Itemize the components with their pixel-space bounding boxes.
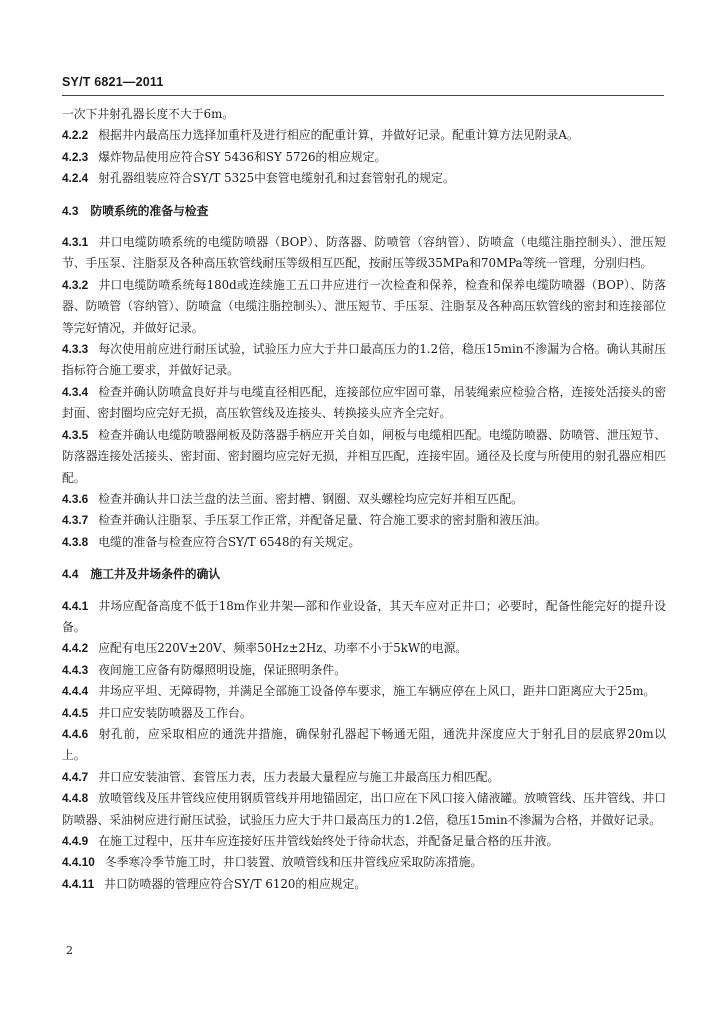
clause-text: 井场应配备高度不低于18m作业井架—部和作业设备，其天车应对正井口；必要时，配备性能完好的提升设备。 <box>62 598 666 634</box>
clause-number: 4.2.2 <box>62 128 89 143</box>
clause-paragraph <box>62 489 666 510</box>
clause-paragraph <box>62 681 666 702</box>
clause-paragraph <box>62 339 666 382</box>
clause-paragraph <box>62 660 666 681</box>
clause-number: 4.4.10 <box>62 855 95 870</box>
clause-text: 井口电缆防喷系统的电缆防喷器（BOP）、防落器、防喷管（容纳管）、防喷盒（电缆注脂控制头）、泄压短节、手压泵、注脂泵及各种高压软管线耐压等级相互匹配，按耐压等级35MPa和70MPa等统一管理，分别归档。 <box>62 235 666 271</box>
clause-number: 4.3.6 <box>62 491 89 506</box>
header-rule <box>62 95 664 96</box>
clause-text: 根据井内最高压力选择加重杆及进行相应的配重计算，并做好记录。配重计算方法见附录A。 <box>98 128 579 143</box>
clause-text: 在施工过程中，压井车应连接好压井管线始终处于待命状态，并配备足量合格的压井液。 <box>98 834 559 848</box>
clause-number: 4.3 <box>62 203 79 218</box>
section-title: 施工井及井场条件的确认 <box>90 567 221 582</box>
clause-number: 4.4.11 <box>62 876 95 891</box>
clause-text: 井口电缆防喷系统每180d或连续施工五口井应进行一次检查和保养，检查和保养电缆防喷器（BOP）、防落器、防喷管（容纳管）、防喷盒（电缆注脂控制头）、泄压短节、手压泵、注脂泵及各种高压软管线的密封和连接部位等完好情况，并做好记录。 <box>62 277 666 335</box>
clause-text: 冬季寒冷季节施工时，井口装置、放喷管线和压井管线应采取防冻措施。 <box>104 855 483 870</box>
clause-number: 4.4.2 <box>62 641 89 656</box>
clause-paragraph <box>62 425 666 489</box>
clause-text: 爆炸物品使用应符合SY 5436和SY 5726的相应规定。 <box>98 149 387 164</box>
clause-number: 4.3.5 <box>62 427 89 442</box>
document-body <box>62 104 666 895</box>
clause-number: 4.3.3 <box>62 342 89 357</box>
clause-text: 井口应安装防喷器及工作台。 <box>98 705 252 720</box>
clause-number: 4.4.8 <box>62 791 89 806</box>
clause-number: 4.3.2 <box>62 277 89 292</box>
section-heading <box>62 564 666 585</box>
clause-paragraph <box>62 638 666 659</box>
clause-number: 4.3.4 <box>62 384 89 399</box>
clause-number: 4.4.5 <box>62 705 89 720</box>
clause-text: 射孔器组装应符合SY/T 5325中套管电缆射孔和过套管射孔的规定。 <box>98 171 455 186</box>
clause-paragraph <box>62 724 666 767</box>
clause-paragraph <box>62 874 666 895</box>
clause-paragraph <box>62 125 666 146</box>
clause-number: 4.4.6 <box>62 726 89 741</box>
clause-paragraph <box>62 382 666 425</box>
clause-number: 4.2.4 <box>62 171 89 186</box>
clause-number: 4.4.1 <box>62 598 89 613</box>
clause-paragraph <box>62 532 666 553</box>
clause-text: 井场应平坦、无障碍物，并满足全部施工设备停车要求，施工车辆应停在上风口，距井口距离应大于25m。 <box>98 684 656 699</box>
clause-number: 4.4.9 <box>62 834 89 848</box>
clause-paragraph <box>62 596 666 639</box>
standard-number-header: SY/T 6821—2011 <box>62 75 164 89</box>
section-heading <box>62 201 666 222</box>
clause-text: 检查并确认注脂泵、手压泵工作正常，并配备足量、符合施工要求的密封脂和液压油。 <box>98 513 547 528</box>
clause-number: 4.3.1 <box>62 235 89 250</box>
clause-number: 4.4.3 <box>62 662 89 677</box>
clause-text: 每次使用前应进行耐压试验，试验压力应大于井口最高压力的1.2倍，稳压15min不渗漏为合格。确认其耐压指标符合施工要求，并做好记录。 <box>62 342 666 378</box>
clause-text: 应配有电压220V±20V、频率50Hz±2Hz、功率不小于5kW的电源。 <box>98 641 468 656</box>
clause-text: 检查并确认防喷盒良好并与电缆直径相匹配，连接部位应牢固可靠，吊装绳索应检验合格，连接处活接头的密封面、密封圈均应完好无损，高压软管线及连接头、转换接头应齐全完好。 <box>62 384 666 421</box>
clause-paragraph <box>62 767 666 788</box>
section-title: 防喷系统的准备与检查 <box>90 203 209 218</box>
clause-paragraph <box>62 232 666 275</box>
clause-paragraph <box>62 788 666 831</box>
clause-paragraph <box>62 104 666 125</box>
clause-paragraph <box>62 168 666 189</box>
clause-paragraph <box>62 852 666 873</box>
clause-text: 井口防喷器的管理应符合SY/T 6120的相应规定。 <box>104 876 367 891</box>
clause-text: 井口应安装油管、套管压力表，压力表最大量程应与施工井最高压力相匹配。 <box>98 769 500 784</box>
clause-number: 4.4 <box>62 567 79 582</box>
clause-text: 夜间施工应备有防爆照明设施，保证照明条件。 <box>98 662 346 677</box>
clause-text: 电缆的准备与检查应符合SY/T 6548的有关规定。 <box>98 534 361 549</box>
clause-text: 放喷管线及压井管线应使用钢质管线并用地锚固定，出口应在下风口接入储液罐。放喷管线、压井管线、井口防喷器、采油树应进行耐压试验，试验压力应大于井口最高压力的1.2倍，稳压15min不渗漏为合格，并做好记录。 <box>62 791 666 827</box>
clause-text: 检查并确认井口法兰盘的法兰面、密封槽、钢圈、双头螺栓均应完好并相互匹配。 <box>98 491 523 506</box>
clause-number: 4.3.7 <box>62 513 89 528</box>
clause-number: 4.4.4 <box>62 684 89 699</box>
clause-paragraph <box>62 275 666 339</box>
clause-number: 4.2.3 <box>62 149 89 164</box>
clause-paragraph <box>62 147 666 168</box>
clause-paragraph <box>62 831 666 852</box>
clause-paragraph <box>62 703 666 724</box>
page-number: 2 <box>66 944 73 957</box>
clause-text: 射孔前，应采取相应的通洗井措施，确保射孔器起下畅通无阻，通洗井深度应大于射孔目的层底界20m以上。 <box>62 726 666 763</box>
clause-text: 检查并确认电缆防喷器闸板及防落器手柄应开关自如，闸板与电缆相匹配。电缆防喷器、防喷管、泄压短节、防落器连接处活接头、密封面、密封圈均应完好无损，并相互匹配，连接牢固。通径及长度与所使用的射孔器应相匹配。 <box>62 427 666 485</box>
clause-text: 一次下井射孔器长度不大于6m。 <box>62 107 235 121</box>
clause-number: 4.4.7 <box>62 769 89 784</box>
clause-paragraph <box>62 510 666 531</box>
clause-number: 4.3.8 <box>62 534 89 549</box>
